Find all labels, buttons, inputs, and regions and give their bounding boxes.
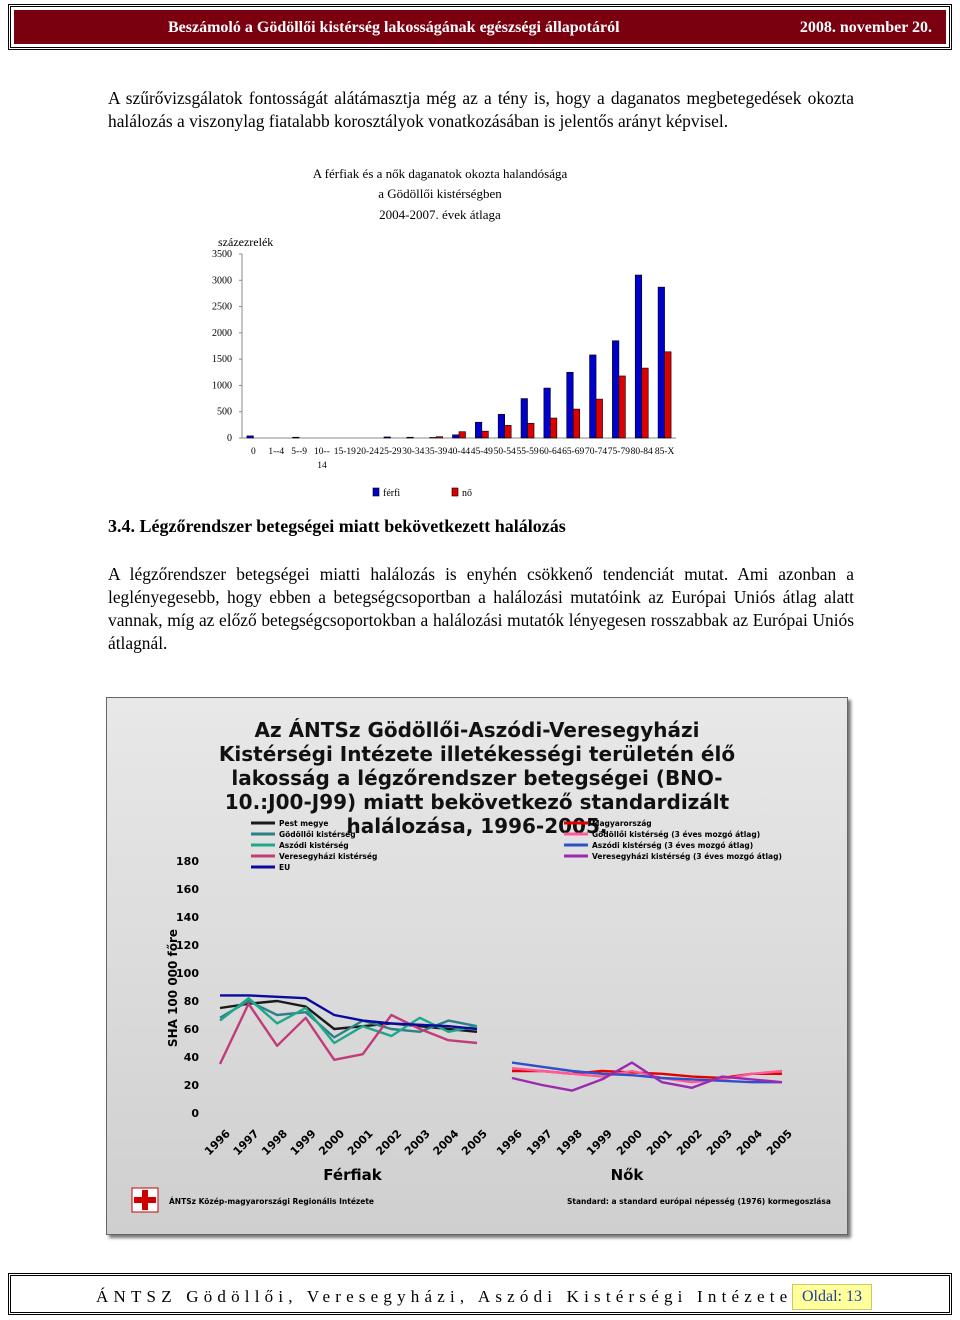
legend-label-women: Aszódi kistérség (3 éves mozgó átlag): [592, 841, 754, 850]
x-tick-label: 85-X: [654, 447, 675, 457]
section-heading: 3.4. Légzőrendszer betegségei miatt bekövetkezett halálozás: [108, 516, 566, 536]
bar-ferfi: [521, 399, 528, 438]
x-tick-label: 10--: [314, 447, 330, 457]
x-tick-label: 1996: [202, 1127, 233, 1158]
bar-no: [642, 368, 649, 438]
x-tick-label: 45-49: [470, 447, 493, 457]
x-tick-label: 2004: [734, 1127, 765, 1158]
bar-no: [665, 352, 672, 438]
x-tick-label: 70-74: [584, 447, 608, 457]
x-tick-label: 1999: [584, 1127, 615, 1158]
bar-no: [528, 423, 535, 438]
x-tick-label: 80-84: [630, 447, 653, 457]
bar-ferfi: [475, 422, 482, 438]
footer-institution: ÁNTSZ Gödöllői, Veresegyházi, Aszódi Kistérségi Intézete: [96, 1287, 793, 1306]
panel-label-women: Nők: [610, 1166, 644, 1184]
cancer-mortality-chart-plot: [190, 162, 690, 512]
panel-label-men: Férfiak: [323, 1166, 382, 1184]
cancer-mortality-chart: [190, 162, 690, 512]
figure-background: [107, 698, 847, 1234]
bar-no: [596, 399, 603, 438]
legend-label-men: Pest megye: [279, 819, 329, 828]
y-tick-label: 0: [191, 1107, 199, 1120]
bar-ferfi: [612, 341, 619, 438]
x-tick-label: 75-79: [607, 447, 630, 457]
figure-title: Az ÁNTSz Gödöllői-Aszódi-Veresegyházi Kistérségi Intézete illetékességi területén élő lakosság a légzőrendszer betegségei (BNO-10.:J00-J99) miatt bekövetkező standardizált halálozása, 1996-2005.: [218, 718, 736, 838]
x-tick-label: 65-69: [562, 447, 585, 457]
page-header-background: [14, 10, 946, 44]
x-tick-label: 15-19: [333, 447, 356, 457]
header-date: 2008. november 20.: [799, 19, 932, 36]
y-tick-label: 0: [227, 433, 232, 444]
bar-ferfi: [567, 372, 574, 438]
legend-label-women: Gödöllői kistérség (3 éves mozgó átlag): [592, 830, 761, 839]
respiratory-mortality-figure: [106, 697, 848, 1235]
legend-label-women: Veresegyházi kistérség (3 éves mozgó átlag): [592, 852, 782, 861]
y-tick-label: 1000: [212, 380, 232, 392]
figure-source-caption: ÁNTSz Közép-magyarországi Regionális Intézete: [169, 1197, 375, 1206]
bar-no: [573, 409, 580, 438]
page-header: [8, 4, 952, 50]
x-tick-label: 0: [251, 447, 256, 457]
x-tick-label: 20-24: [356, 447, 379, 457]
x-tick-label: 2001: [644, 1127, 675, 1158]
x-tick-label: 2002: [674, 1127, 705, 1158]
legend-label-men: Aszódi kistérség: [279, 841, 349, 850]
y-tick-label: 3000: [212, 275, 232, 287]
x-tick-label: 1999: [287, 1127, 319, 1158]
x-tick-label: 2000: [316, 1127, 348, 1158]
page-footer: [8, 1273, 952, 1315]
x-tick-label: 2000: [614, 1127, 645, 1158]
bar-no: [482, 431, 489, 438]
y-tick-label: 500: [217, 406, 232, 418]
legend-label-0: férfi: [383, 488, 401, 499]
bar-no: [436, 437, 443, 438]
x-tick-label: 1998: [259, 1127, 291, 1158]
bar-ferfi: [498, 414, 505, 438]
x-tick-label: 1996: [494, 1127, 525, 1158]
y-tick-label: 140: [176, 911, 199, 924]
chart-title-line-3: 2004-2007. évek átlaga: [379, 207, 501, 222]
x-tick-label: 1998: [554, 1127, 585, 1158]
y-tick-label: 120: [176, 939, 199, 952]
x-tick-label: 25-29: [379, 447, 402, 457]
chart-title-line-2: a Gödöllői kistérségben: [378, 186, 502, 201]
bar-ferfi: [590, 355, 597, 438]
page-footer-background: [14, 1279, 946, 1309]
legend-label-men: Veresegyházi kistérség: [279, 852, 378, 861]
x-tick-label: 60-64: [539, 447, 562, 457]
x-tick-label: 1997: [524, 1127, 555, 1158]
bar-ferfi: [635, 275, 642, 438]
legend-swatch-1: [452, 488, 458, 496]
y-tick-label: 180: [176, 855, 199, 868]
legend-label-men: EU: [279, 863, 291, 872]
antsz-logo-cross-h: [134, 1197, 156, 1203]
x-tick-label: 2001: [344, 1127, 376, 1158]
x-tick-label: 40-44: [447, 447, 471, 457]
x-tick-label: 30-34: [402, 447, 425, 457]
bar-ferfi: [407, 437, 414, 438]
x-tick-label: 2003: [401, 1127, 433, 1158]
x-tick-label: 5--9: [291, 447, 308, 457]
page-number: Oldal: 13: [792, 1284, 872, 1310]
y-tick-label: 60: [183, 1023, 199, 1036]
x-tick-label: 2002: [373, 1127, 405, 1158]
bar-ferfi: [544, 388, 551, 438]
y-tick-label: 20: [183, 1079, 199, 1092]
x-tick-label: 2005: [459, 1127, 490, 1158]
bar-ferfi: [384, 437, 391, 438]
y-tick-label: 40: [183, 1051, 199, 1064]
x-tick-label: 2003: [704, 1127, 735, 1158]
bar-no: [619, 376, 626, 438]
y-tick-label: 2000: [212, 327, 232, 339]
y-tick-label: 160: [176, 883, 199, 896]
line-women: [512, 1068, 782, 1082]
x-tick-label: 2004: [430, 1127, 462, 1158]
header-title: Beszámoló a Gödöllői kistérség lakosságának egészségi állapotáról: [168, 19, 620, 36]
bar-no: [459, 432, 466, 438]
x-tick-label: 1997: [230, 1127, 262, 1158]
y-tick-label: 80: [183, 995, 199, 1008]
bar-ferfi: [247, 436, 254, 438]
legend-label-women: Magyarország: [592, 819, 652, 828]
intro-paragraph: A szűrővizsgálatok fontosságát alátámasztja még az a tény is, hogy a daganatos megbetegedések okozta halálozás a viszonylag fiatalabb korosztályok vonatkozásában is jelentős arányt képvisel.: [108, 88, 854, 131]
x-tick-label: 55-59: [516, 447, 539, 457]
y-tick-label: 1500: [212, 354, 232, 366]
bar-no: [505, 425, 512, 438]
figure-standard-caption: Standard: a standard európai népesség (1976) kormegoszlása: [567, 1197, 831, 1206]
legend-label-men: Gödöllői kistérség: [279, 830, 356, 839]
bar-ferfi: [453, 435, 460, 438]
x-tick-label: 50-54: [493, 447, 516, 457]
x-tick-label: 2005: [764, 1127, 795, 1158]
x-tick-label: 14: [317, 461, 327, 471]
legend-label-1: nő: [462, 488, 472, 499]
bar-ferfi: [430, 437, 437, 438]
bar-ferfi: [658, 287, 665, 438]
respiratory-paragraph: A légzőrendszer betegségei miatti halálozás is enyhén csökkenő tendenciát mutat. Ami azonban a leglényegesebb, hogy ebben a betegségcsoportban a halálozási mutatóink az Európai Uniós átlag alatt vannak, míg az előző betegségcsoportokban a halálozási mutatók lényegesen rosszabbak az Európai Uniós átlagnál.: [108, 564, 854, 653]
chart-title-line-1: A férfiak és a nők daganatok okozta halandósága: [312, 166, 568, 181]
y-tick-label: 100: [176, 967, 199, 980]
y-axis-title: SHA 100 000 főre: [166, 928, 180, 1048]
x-tick-label: 1--4: [268, 447, 285, 457]
x-tick-label: 35-39: [425, 447, 448, 457]
y-tick-label: 3500: [212, 249, 232, 260]
bar-ferfi: [293, 437, 300, 438]
bar-no: [550, 418, 557, 438]
respiratory-mortality-chart-plot: [107, 698, 847, 1234]
y-tick-label: 2500: [212, 301, 232, 313]
y-axis-title: százezrelék: [218, 235, 274, 249]
legend-swatch-0: [373, 488, 379, 496]
